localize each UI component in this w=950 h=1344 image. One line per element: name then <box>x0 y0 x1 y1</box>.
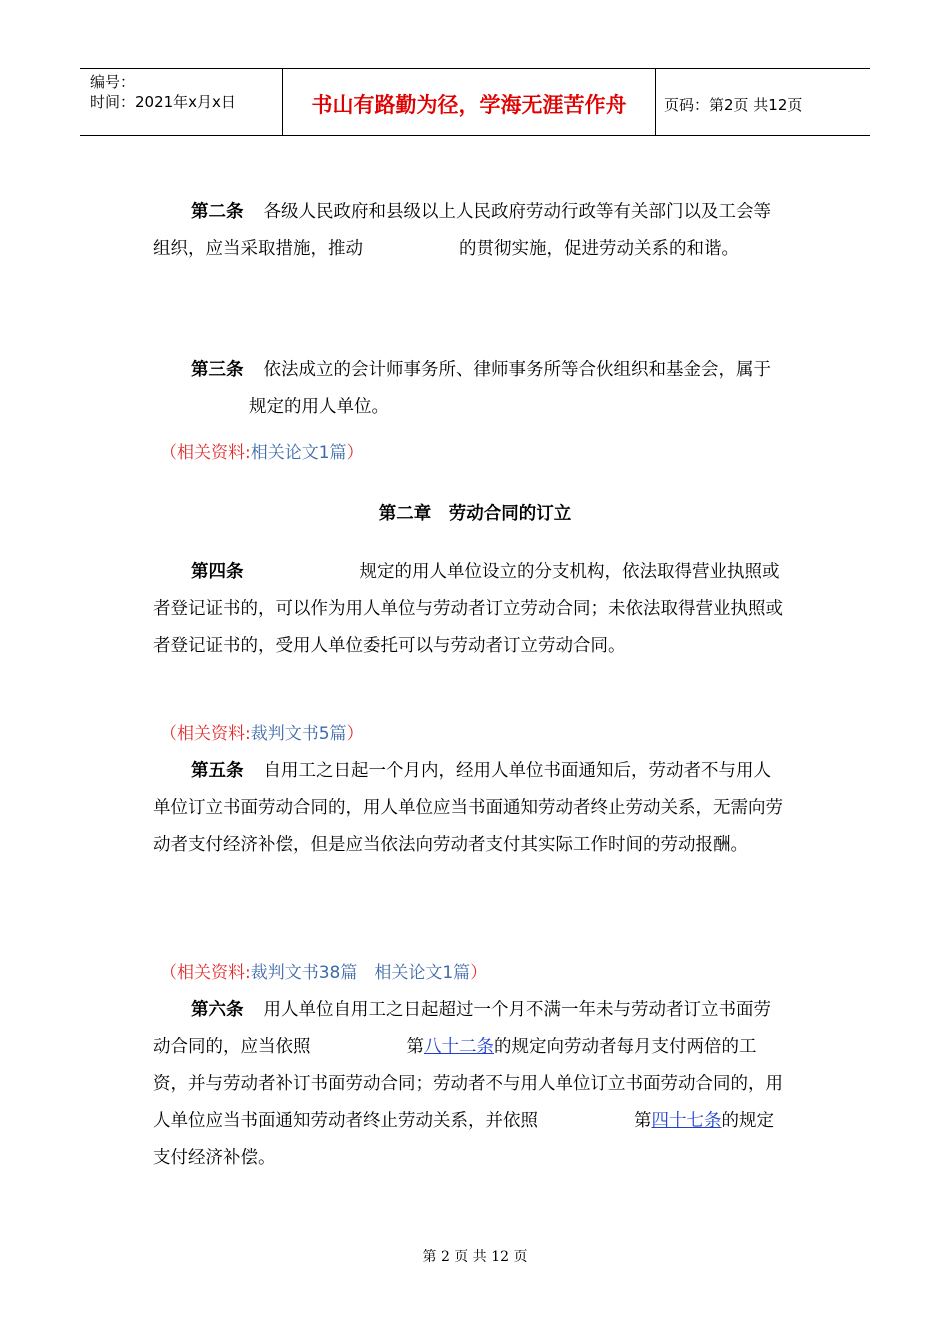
number-label: 编号： <box>90 73 136 91</box>
article-label: 第六条 <box>191 1000 244 1020</box>
article-text: 依法成立的会计师事务所、律师事务所等合伙组织和基金会，属于 <box>263 360 771 380</box>
chapter-title: 第二章 劳动合同的订立 <box>378 504 572 524</box>
article-text: 的规定支付经济补偿。 <box>153 1111 774 1168</box>
ref-suffix: ） <box>346 724 364 744</box>
article-6 <box>153 992 785 1177</box>
article-label: 第三条 <box>191 360 244 380</box>
ref-link[interactable]: 裁判文书38篇 相关论文1篇 <box>250 963 471 983</box>
header-motto: 书山有路勤为径，学海无涯苦作舟 <box>311 92 627 117</box>
header-divider <box>655 69 656 135</box>
related-materials <box>160 958 487 983</box>
ref-suffix: ） <box>346 443 364 463</box>
time-label: 时间：2021年x月x日 <box>90 93 236 111</box>
article-text: 规定的用人单位设立的分支机构，依法取得营业执照或者登记证书的，可以作为用人单位与劳动者订立劳动合同；未依法取得营业执照或者登记证书的，受用人单位委托可以与劳动者订立劳动合同。 <box>153 562 783 656</box>
article-text: 自用工之日起一个月内，经用人单位书面通知后，劳动者不与用人单位订立书面劳动合同的，用人单位应当书面通知劳动者终止劳动关系，无需向劳动者支付经济补偿，但是应当依法向劳动者支付其实际工作时间的劳动报酬。 <box>153 761 783 855</box>
article-text: 的贯彻实施，促进劳动关系的和谐。 <box>459 239 739 259</box>
article-text: 第 <box>406 1037 424 1057</box>
related-materials <box>160 438 364 463</box>
ref-prefix: （相关资料: <box>160 724 251 744</box>
article-2 <box>153 194 785 268</box>
article-text: 用人单位自用工之日起超过一个月不满一年未与劳动者订立书面劳动合同的，应当依照 <box>153 1000 771 1057</box>
ref-suffix: ） <box>470 963 488 983</box>
ref-link[interactable]: 裁判文书5篇 <box>250 724 347 744</box>
article-label: 第五条 <box>191 761 244 781</box>
ref-prefix: （相关资料: <box>160 443 251 463</box>
header-meta <box>80 69 282 135</box>
article-link[interactable]: 四十七条 <box>651 1111 722 1131</box>
page-header <box>80 68 870 136</box>
article-3 <box>153 352 785 426</box>
article-label: 第四条 <box>191 562 244 582</box>
article-4 <box>153 554 785 665</box>
article-5 <box>153 753 785 864</box>
ref-prefix: （相关资料: <box>160 963 251 983</box>
related-materials <box>160 719 364 744</box>
article-text: 规定的用人单位。 <box>249 397 389 417</box>
page-footer: 第 2 页 共 12 页 <box>422 1249 528 1265</box>
article-text: 各级人民政府和县级以上人民政府劳动行政等有关部门以及工会等组织，应当采取措施，推动 <box>153 202 771 259</box>
article-text: 第 <box>634 1111 652 1131</box>
article-text: 的规定向劳动者每月支付两倍的工资，并与劳动者补订书面劳动合同；劳动者不与用人单位订立书面劳动合同的，用人单位应当书面通知劳动者终止劳动关系，并依照 <box>153 1037 783 1131</box>
article-label: 第二条 <box>191 202 244 222</box>
article-link[interactable]: 八十二条 <box>424 1037 494 1057</box>
header-page-info: 页码：第2页 共12页 <box>664 96 803 114</box>
ref-link[interactable]: 相关论文1篇 <box>250 443 347 463</box>
